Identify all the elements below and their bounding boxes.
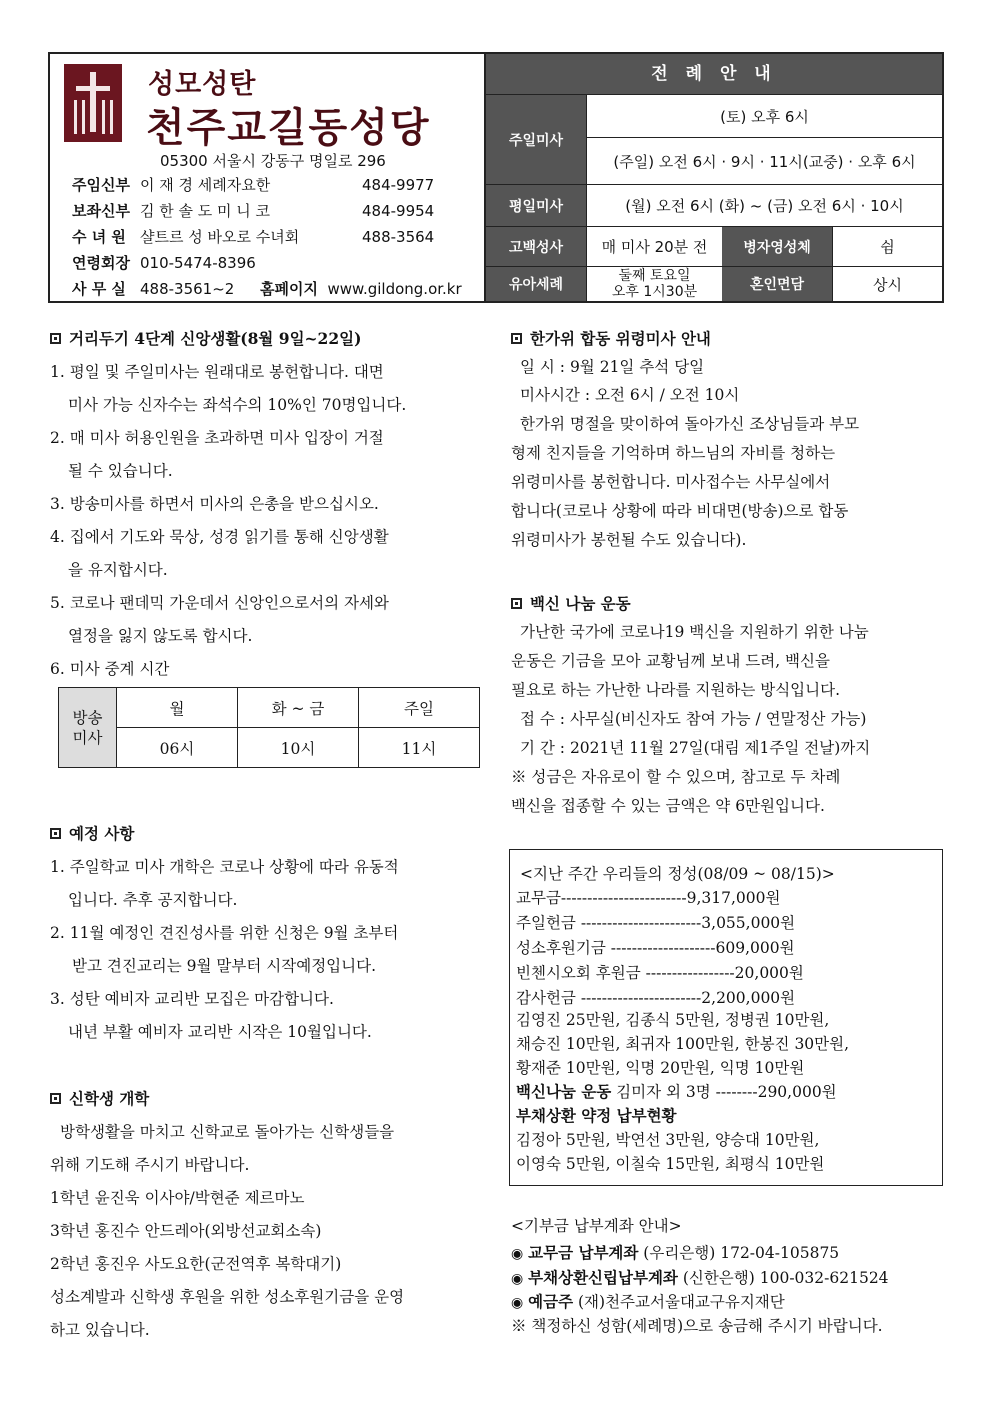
confession-label: 고백성사 (486, 226, 586, 266)
staff-row: 연령회장 010-5474-8396 (72, 254, 256, 272)
seminarian-line: 위해 기도해 주시기 바랍니다. (50, 1156, 250, 1174)
vaccine-line: 가난한 국가에 코로나19 백신을 지원하기 위한 나눔 (520, 623, 869, 641)
schedule-line: 2. 11월 예정인 견진성사를 위한 신청은 9월 초부터 (50, 924, 399, 942)
circle-bullet-icon: ◉ (511, 1295, 524, 1311)
memorial-line: 위령미사를 봉헌합니다. 미사접수는 사무실에서 (511, 473, 831, 491)
broadcast-header: 주일 (359, 688, 480, 728)
account-row: ◉ 부채상환신립납부계좌 (신한은행) 100-032-621524 (511, 1268, 889, 1287)
square-bullet-icon (511, 598, 522, 609)
memorial-line: 미사시간 : 오전 6시 / 오전 10시 (520, 386, 740, 404)
baptism-value: 둘째 토요일 오후 1시30분 (586, 266, 722, 301)
seminarian-line: 1학년 윤진욱 이사야/박현준 제르마노 (50, 1189, 305, 1207)
sunday-mass-sat: (토) 오후 6시 (586, 94, 942, 137)
memorial-line: 한가위 명절을 맞이하여 돌아가신 조상님들과 부모 (520, 415, 860, 433)
square-bullet-icon (50, 1093, 61, 1104)
square-bullet-icon (511, 333, 522, 344)
section-title-vaccine: 백신 나눔 운동 (511, 592, 631, 614)
distancing-line: 될 수 있습니다. (68, 462, 173, 480)
confession-value: 매 미사 20분 전 (586, 226, 722, 266)
distancing-line: 4. 집에서 기도와 묵상, 성경 읽기를 통해 신앙생활 (50, 528, 389, 546)
memorial-line: 형제 친지들을 기억하며 하느님의 자비를 청하는 (511, 444, 836, 462)
circle-bullet-icon: ◉ (511, 1246, 524, 1262)
bulletin-header (48, 52, 944, 303)
schedule-line: 내년 부활 예비자 교리반 시작은 10월입니다. (68, 1023, 372, 1041)
schedule-line: 받고 견진교리는 9월 말부터 시작예정입니다. (72, 957, 377, 975)
parish-info (50, 54, 486, 301)
schedule-line: 입니다. 추후 공지합니다. (68, 891, 238, 909)
distancing-line: 2. 매 미사 허용인원을 초과하면 미사 입장이 거절 (50, 429, 384, 447)
parish-logo (64, 64, 122, 142)
vaccine-line: ※ 성금은 자유로이 할 수 있으며, 참고로 두 차례 (511, 768, 841, 786)
broadcast-time: 10시 (238, 728, 359, 768)
donor-line: 채승진 10만원, 최귀자 100만원, 한봉진 30만원, (516, 1035, 850, 1053)
staff-row: 주임신부 이 재 경 세례자요한 484-9977 (72, 176, 435, 194)
donor-line: 황재준 10만원, 익명 20만원, 익명 10만원 (516, 1059, 805, 1077)
sick-communion-value: 쉼 (832, 226, 942, 266)
section-title-schedule: 예정 사항 (50, 822, 134, 844)
marriage-value: 상시 (832, 266, 942, 301)
broadcast-time: 11시 (359, 728, 480, 768)
distancing-line: 을 유지합시다. (68, 561, 168, 579)
broadcast-header: 화 ~ 금 (238, 688, 359, 728)
vaccine-offering-row: 백신나눔 운동 김미자 외 3명 --------290,000원 (516, 1082, 837, 1101)
staff-row: 보좌신부 김 한 솔 도 미 니 코 484-9954 (72, 202, 435, 220)
schedule-title: 전 례 안 내 (486, 54, 942, 94)
staff-row: 수 녀 원 샬트르 성 바오로 수녀회 488-3564 (72, 228, 435, 246)
accounts-note: ※ 책정하신 성함(세례명)으로 송금해 주시기 바랍니다. (511, 1317, 883, 1335)
vaccine-line: 접 수 : 사무실(비신자도 참여 가능 / 연말정산 가능) (520, 710, 867, 728)
section-title-memorial-mass: 한가위 합동 위령미사 안내 (511, 327, 711, 349)
vaccine-line: 필요로 하는 가난한 나라를 지원하는 방식입니다. (511, 681, 841, 699)
broadcast-time: 06시 (117, 728, 238, 768)
parish-subtitle: 성모성탄 (148, 69, 257, 100)
debt-line: 이영숙 5만원, 이칠숙 15만원, 최평식 10만원 (516, 1155, 825, 1173)
baptism-label: 유아세례 (486, 266, 586, 301)
distancing-line: 3. 방송미사를 하면서 미사의 은총을 받으십시오. (50, 495, 379, 513)
account-row: ◉ 예금주 (재)천주교서울대교구유지재단 (511, 1292, 785, 1311)
schedule-line: 3. 성탄 예비자 교리반 모집은 마감합니다. (50, 990, 334, 1008)
section-title-seminarians: 신학생 개학 (50, 1087, 149, 1109)
schedule-line: 1. 주일학교 미사 개학은 코로나 상황에 따라 유동적 (50, 858, 399, 876)
distancing-line: 열정을 잃지 않도록 합시다. (68, 627, 253, 645)
circle-bullet-icon: ◉ (511, 1271, 524, 1287)
offering-row: 교무금------------------------9,317,000원 (516, 889, 781, 907)
weekday-mass-times: (월) 오전 6시 (화) ~ (금) 오전 6시 · 10시 (586, 184, 942, 226)
square-bullet-icon (50, 828, 61, 839)
offering-row: 빈첸시오회 후원금 -----------------20,000원 (516, 964, 804, 982)
vaccine-line: 백신을 접종할 수 있는 금액은 약 6만원입니다. (511, 797, 825, 815)
broadcast-mass-table (58, 687, 480, 768)
homepage-link[interactable]: www.gildong.or.kr (327, 280, 462, 298)
offering-title: <지난 주간 우리들의 정성(08/09 ~ 08/15)> (520, 865, 835, 883)
account-row: ◉ 교무금 납부계좌 (우리은행) 172-04-105875 (511, 1243, 840, 1262)
parish-title: 천주교길동성당 (146, 105, 431, 151)
square-bullet-icon (50, 333, 61, 344)
vaccine-line: 기 간 : 2021년 11월 27일(대림 제1주일 전날)까지 (520, 739, 871, 757)
offering-row: 성소후원기금 --------------------609,000원 (516, 939, 795, 957)
liturgy-schedule (486, 54, 942, 301)
debt-line: 김정아 5만원, 박연선 3만원, 양승대 10만원, (516, 1131, 820, 1149)
distancing-line: 1. 평일 및 주일미사는 원래대로 봉헌합니다. 대면 (50, 363, 384, 381)
offering-box (509, 849, 943, 1186)
sunday-mass-label: 주일미사 (486, 94, 586, 184)
memorial-line: 합니다(코로나 상황에 따라 비대면(방송)으로 합동 (511, 502, 849, 520)
seminarian-line: 방학생활을 마치고 신학교로 돌아가는 신학생들을 (60, 1123, 395, 1141)
memorial-line: 일 시 : 9월 21일 추석 당일 (520, 358, 705, 376)
sunday-mass-sun: (주일) 오전 6시 · 9시 · 11시(교중) · 오후 6시 (586, 137, 942, 184)
memorial-line: 위령미사가 봉헌될 수도 있습니다). (511, 531, 747, 549)
seminarian-line: 하고 있습니다. (50, 1321, 150, 1339)
seminarian-line: 3학년 홍진수 안드레아(외방선교회소속) (50, 1222, 322, 1240)
offering-row: 주일헌금 -----------------------3,055,000원 (516, 914, 796, 932)
broadcast-header: 월 (117, 688, 238, 728)
distancing-line: 미사 가능 신자수는 좌석수의 10%인 70명입니다. (68, 396, 407, 414)
sick-communion-label: 병자영성체 (722, 226, 832, 266)
distancing-line: 6. 미사 중계 시간 (50, 660, 170, 678)
donor-line: 김영진 25만원, 김종식 5만원, 정병권 10만원, (516, 1011, 830, 1029)
office-row: 사 무 실 488-3561~2 홈페이지 www.gildong.or.kr (72, 280, 462, 298)
seminarian-line: 성소계발과 신학생 후원을 위한 성소후원기금을 운영 (50, 1288, 405, 1306)
offering-row: 감사헌금 -----------------------2,200,000원 (516, 989, 796, 1007)
marriage-label: 혼인면담 (722, 266, 832, 301)
broadcast-label: 방송 미사 (59, 688, 117, 768)
debt-title: 부채상환 약정 납부현황 (516, 1106, 677, 1125)
parish-address: 05300 서울시 강동구 명일로 296 (160, 152, 386, 170)
distancing-line: 5. 코로나 팬데믹 가운데서 신앙인으로서의 자세와 (50, 594, 389, 612)
vaccine-line: 운동은 기금을 모아 교황님께 보내 드려, 백신을 (511, 652, 830, 670)
section-title-distancing: 거리두기 4단계 신앙생활(8월 9일~22일) (50, 327, 361, 349)
seminarian-line: 2학년 홍진우 사도요한(군전역후 복학대기) (50, 1255, 342, 1273)
accounts-title: <기부금 납부계좌 안내> (511, 1217, 682, 1235)
weekday-mass-label: 평일미사 (486, 184, 586, 226)
